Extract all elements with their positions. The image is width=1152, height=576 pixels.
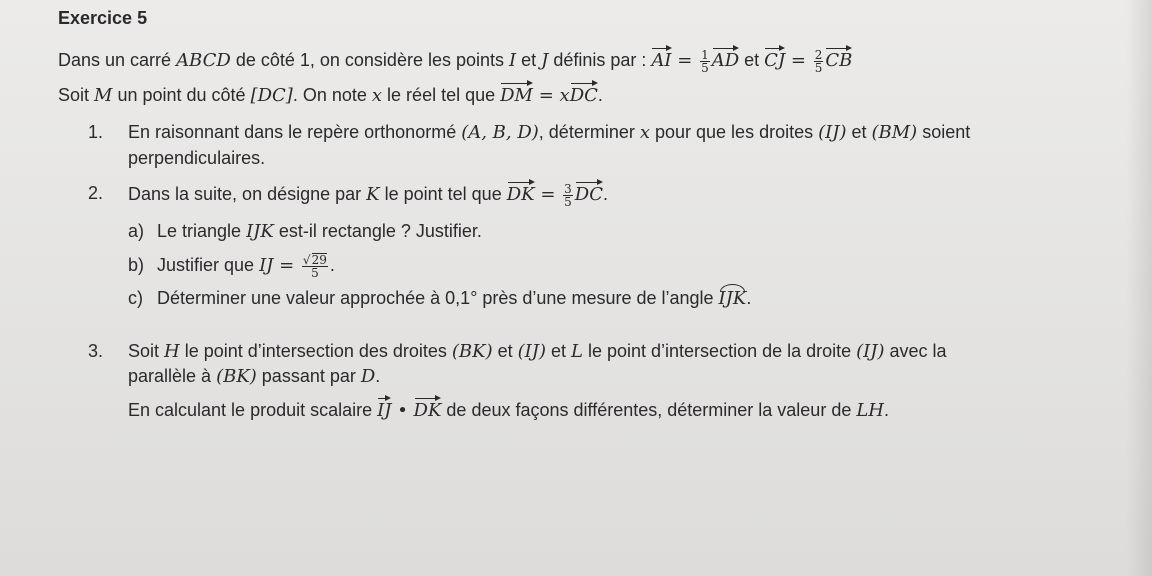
math-line-BK: (BK) (216, 366, 257, 387)
equals-sign: = (534, 184, 562, 205)
math-x: x (371, 85, 383, 106)
math-H: H (164, 341, 180, 362)
text: le point d’intersection de la droite (582, 341, 857, 361)
text: et (516, 50, 542, 70)
text: parallèle à (128, 366, 217, 386)
math-line-BM: (BM) (871, 122, 918, 143)
text: . (746, 288, 752, 308)
vector-DK: DK (414, 397, 442, 423)
vector-CB: CB (825, 47, 852, 73)
text: Soit (58, 85, 95, 105)
fraction-numerator: 2 (814, 47, 823, 62)
text: Le triangle (157, 221, 247, 241)
text: soient (917, 122, 971, 142)
vector-CJ: CJ (764, 47, 785, 73)
question-1-line-2: perpendiculaires. (128, 148, 266, 168)
text: avec la (884, 341, 947, 361)
vector-DC: DC (570, 82, 598, 108)
math-K: K (366, 184, 380, 205)
math-line-IJ: (IJ) (818, 122, 847, 143)
text: de côté 1, on considère les points (230, 50, 510, 70)
text: le point d’intersection des droites (179, 341, 452, 361)
text: Dans la suite, on désigne par (128, 184, 367, 204)
question-3-line-1 (128, 339, 947, 364)
question-3-number: 3. (88, 341, 104, 361)
vector-DC: DC (575, 181, 603, 207)
vector-AI: AI (651, 47, 671, 73)
math-line-IJ: (IJ) (856, 341, 885, 362)
fraction-denominator: 5 (814, 60, 823, 75)
math-x: x (639, 122, 650, 143)
math-L: L (571, 341, 583, 362)
fraction-1-5 (700, 49, 710, 74)
question-2-line (128, 181, 608, 208)
equals-sign: = (533, 85, 560, 106)
fraction-numerator: 3 (564, 181, 572, 196)
question-2b-line (157, 253, 335, 279)
math-x: x (559, 85, 570, 106)
math-D: D (360, 366, 376, 387)
text: est-il rectangle ? Justifier. (273, 221, 482, 241)
math-line-IJ: (IJ) (517, 341, 547, 362)
text: En raisonnant dans le repère orthonormé (128, 122, 462, 142)
question-1-line-1 (128, 120, 970, 145)
fraction-denominator: 5 (564, 194, 572, 209)
fraction-numerator (302, 253, 328, 267)
fraction-denominator: 5 (311, 266, 319, 281)
dot-product-sign: • (391, 400, 414, 421)
vector-DK: DK (507, 181, 535, 207)
equals-sign: = (273, 255, 300, 276)
text: . (597, 85, 603, 105)
paper-edge-shadow (1126, 0, 1152, 576)
text: Déterminer une valeur approchée à 0,1° près d’une mesure de l’angle (157, 288, 719, 308)
math-LH: LH (856, 400, 884, 421)
intro-line-1 (58, 47, 852, 74)
question-2a-line (157, 219, 482, 244)
exercise-title: Exercice 5 (58, 8, 148, 28)
text: . On note (292, 85, 372, 105)
text: et (492, 341, 518, 361)
equals-sign: = (671, 50, 699, 71)
question-2a-label: a) (128, 221, 145, 241)
equals-sign: = (785, 50, 812, 71)
text: passant par (256, 366, 361, 386)
fraction-3-5 (563, 183, 573, 208)
math-IJ: IJ (259, 255, 274, 276)
fraction-numerator: 1 (701, 47, 709, 62)
text: et (739, 50, 765, 70)
text: définis par : (548, 50, 652, 70)
text: . (602, 184, 608, 204)
math-I: I (509, 50, 517, 71)
text: . (884, 400, 890, 420)
text: Justifier que (157, 255, 260, 275)
text: Soit (128, 341, 165, 361)
question-2c-label: c) (128, 288, 143, 308)
intro-line-2 (58, 82, 603, 108)
vector-DM: DM (500, 82, 533, 108)
text: de deux façons différentes, déterminer la valeur de (441, 400, 857, 420)
text: . (329, 255, 335, 275)
fraction-2-5 (814, 49, 824, 74)
question-2b-label: b) (128, 255, 145, 275)
question-3-line-2 (128, 364, 380, 389)
text: le réel tel que (382, 85, 501, 105)
question-3-line-3 (128, 397, 889, 423)
text: En calculant le produit scalaire (128, 400, 378, 420)
vector-AD: AD (712, 47, 739, 73)
text: et (546, 341, 572, 361)
math-segment-DC: [DC] (250, 85, 293, 106)
text: un point du côté (112, 85, 251, 105)
sqrt-symbol: √ (302, 253, 311, 268)
text: le point tel que (379, 184, 507, 204)
sqrt-radicand: 29 (311, 253, 327, 268)
question-2-number: 2. (88, 183, 104, 203)
text: , déterminer (538, 122, 640, 142)
math-M: M (94, 85, 113, 106)
text: pour que les droites (650, 122, 819, 142)
math-ABCD: ABCD (176, 50, 231, 71)
vector-IJ: IJ (377, 397, 391, 423)
question-2c-line (157, 286, 751, 311)
text: Dans un carré (58, 50, 177, 70)
fraction-denominator: 5 (701, 60, 709, 75)
math-frame: (A, B, D) (461, 122, 539, 143)
text: . (375, 366, 381, 386)
math-J: J (541, 50, 549, 71)
text: et (846, 122, 872, 142)
question-1-number: 1. (88, 122, 104, 142)
math-line-BK: (BK) (451, 341, 493, 362)
math-IJK: IJK (246, 221, 274, 242)
angle-IJK: IJK (718, 288, 747, 309)
fraction-sqrt29-5 (302, 253, 328, 279)
